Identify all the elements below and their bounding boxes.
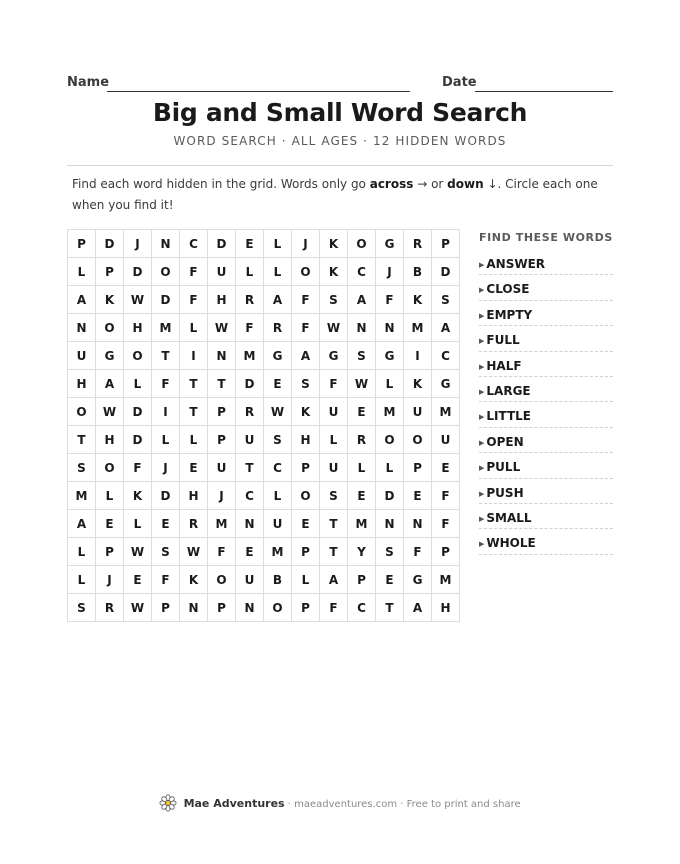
word-list-item	[479, 377, 613, 402]
grid-cell[interactable]: P	[208, 426, 236, 454]
grid-cell[interactable]: E	[348, 398, 376, 426]
grid-cell[interactable]: W	[320, 314, 348, 342]
grid-cell[interactable]: S	[320, 286, 348, 314]
word-label: ANSWER	[486, 257, 546, 271]
grid-cell[interactable]: L	[124, 370, 152, 398]
grid-cell[interactable]: M	[432, 398, 460, 426]
grid-cell[interactable]: F	[124, 454, 152, 482]
grid-cell[interactable]: P	[292, 454, 320, 482]
grid-cell[interactable]: H	[208, 286, 236, 314]
grid-cell[interactable]: J	[124, 230, 152, 258]
grid-cell[interactable]: F	[432, 482, 460, 510]
grid-cell[interactable]: L	[320, 426, 348, 454]
grid-cell[interactable]: A	[292, 342, 320, 370]
grid-cell[interactable]: E	[264, 370, 292, 398]
grid-cell[interactable]: D	[124, 258, 152, 286]
grid-cell[interactable]: E	[236, 538, 264, 566]
instructions-down: down	[447, 177, 484, 191]
word-label: CLOSE	[486, 282, 530, 297]
grid-cell[interactable]: T	[376, 594, 404, 622]
grid-cell[interactable]: K	[320, 258, 348, 286]
grid-cell[interactable]: D	[208, 230, 236, 258]
grid-row	[68, 482, 460, 510]
grid-cell[interactable]: J	[376, 258, 404, 286]
grid-cell[interactable]: I	[404, 342, 432, 370]
grid-cell[interactable]: K	[404, 370, 432, 398]
word-list-item	[479, 529, 613, 554]
grid-cell[interactable]: P	[292, 594, 320, 622]
triangle-right-icon: ▶	[479, 311, 485, 320]
grid-row	[68, 510, 460, 538]
date-field-line	[475, 91, 613, 92]
grid-cell[interactable]: L	[376, 370, 404, 398]
footer-brand: Mae Adventures	[183, 797, 285, 810]
grid-cell[interactable]: M	[208, 510, 236, 538]
grid-cell[interactable]: D	[236, 370, 264, 398]
triangle-right-icon: ▶	[479, 514, 485, 523]
word-list-heading: FIND THESE WORDS	[479, 231, 613, 244]
grid-cell[interactable]: E	[376, 566, 404, 594]
word-list	[479, 229, 613, 555]
grid-cell[interactable]: M	[152, 314, 180, 342]
grid-cell[interactable]: D	[432, 258, 460, 286]
flower-icon	[159, 794, 177, 812]
triangle-right-icon: ▶	[479, 438, 485, 447]
grid-cell[interactable]: A	[404, 594, 432, 622]
date-label: Date	[442, 75, 477, 90]
word-search-grid	[67, 229, 460, 622]
grid-cell[interactable]: R	[180, 510, 208, 538]
grid-cell[interactable]: L	[68, 538, 96, 566]
grid-cell[interactable]: U	[264, 510, 292, 538]
grid-cell[interactable]: H	[432, 594, 460, 622]
grid-cell[interactable]: E	[180, 454, 208, 482]
grid-cell[interactable]: A	[68, 510, 96, 538]
grid-cell[interactable]: N	[208, 342, 236, 370]
grid-row	[68, 538, 460, 566]
grid-cell[interactable]: G	[96, 342, 124, 370]
grid-cell[interactable]: U	[68, 342, 96, 370]
grid-cell[interactable]: U	[208, 454, 236, 482]
grid-cell[interactable]: S	[432, 286, 460, 314]
instructions-text-2: → or	[413, 177, 448, 191]
word-list-item	[479, 326, 613, 351]
word-list-item	[479, 504, 613, 529]
grid-cell[interactable]: O	[292, 482, 320, 510]
grid-cell[interactable]: B	[264, 566, 292, 594]
grid-cell[interactable]: A	[264, 286, 292, 314]
triangle-right-icon: ▶	[479, 413, 485, 422]
grid-cell[interactable]: M	[264, 538, 292, 566]
triangle-right-icon: ▶	[479, 362, 485, 371]
grid-cell[interactable]: M	[236, 342, 264, 370]
grid-cell[interactable]: C	[180, 230, 208, 258]
grid-row	[68, 342, 460, 370]
grid-cell[interactable]: T	[320, 538, 348, 566]
grid-cell[interactable]: C	[264, 454, 292, 482]
grid-cell[interactable]: L	[264, 258, 292, 286]
grid-cell[interactable]: F	[432, 510, 460, 538]
grid-cell[interactable]: J	[152, 454, 180, 482]
grid-cell[interactable]: N	[236, 594, 264, 622]
grid-cell[interactable]: T	[152, 342, 180, 370]
word-label: PULL	[486, 460, 521, 475]
grid-cell[interactable]: T	[180, 398, 208, 426]
grid-cell[interactable]: F	[404, 538, 432, 566]
grid-cell[interactable]: P	[348, 566, 376, 594]
grid-cell[interactable]: E	[348, 482, 376, 510]
triangle-right-icon: ▶	[479, 464, 485, 473]
grid-cell[interactable]: L	[376, 454, 404, 482]
word-list-item	[479, 250, 613, 275]
grid-cell[interactable]: D	[124, 426, 152, 454]
grid-cell[interactable]: E	[124, 566, 152, 594]
triangle-right-icon: ▶	[479, 261, 485, 269]
grid-cell[interactable]: A	[348, 286, 376, 314]
grid-row	[68, 258, 460, 286]
grid-cell[interactable]: F	[152, 370, 180, 398]
grid-cell[interactable]: P	[68, 230, 96, 258]
grid-cell[interactable]: U	[236, 426, 264, 454]
grid-cell[interactable]: L	[124, 510, 152, 538]
grid-cell[interactable]: K	[124, 482, 152, 510]
grid-cell[interactable]: W	[124, 538, 152, 566]
grid-cell[interactable]: N	[404, 510, 432, 538]
grid-cell[interactable]: L	[152, 426, 180, 454]
grid-cell[interactable]: A	[432, 314, 460, 342]
instructions-across: across	[369, 177, 414, 191]
grid-cell[interactable]: C	[432, 342, 460, 370]
grid-cell[interactable]: H	[96, 426, 124, 454]
grid-cell[interactable]: F	[152, 566, 180, 594]
triangle-right-icon: ▶	[479, 286, 485, 295]
grid-cell[interactable]: L	[68, 258, 96, 286]
word-label: WHOLE	[486, 536, 536, 551]
word-list-item	[479, 301, 613, 326]
grid-cell[interactable]: T	[236, 454, 264, 482]
grid-cell[interactable]: K	[320, 230, 348, 258]
grid-cell[interactable]: F	[180, 286, 208, 314]
word-label: SMALL	[486, 510, 532, 525]
grid-cell[interactable]: L	[292, 566, 320, 594]
grid-cell[interactable]: O	[68, 398, 96, 426]
grid-cell[interactable]: G	[376, 230, 404, 258]
grid-cell[interactable]: Y	[348, 538, 376, 566]
grid-cell[interactable]: K	[180, 566, 208, 594]
grid-cell[interactable]: T	[180, 370, 208, 398]
grid-cell[interactable]: S	[292, 370, 320, 398]
grid-cell[interactable]: S	[152, 538, 180, 566]
grid-cell[interactable]: J	[208, 482, 236, 510]
grid-cell[interactable]: R	[236, 286, 264, 314]
grid-cell[interactable]: N	[180, 594, 208, 622]
grid-cell[interactable]: S	[264, 426, 292, 454]
triangle-right-icon: ▶	[479, 337, 485, 346]
grid-cell[interactable]: P	[404, 454, 432, 482]
grid-cell[interactable]: C	[348, 594, 376, 622]
grid-cell[interactable]: N	[152, 230, 180, 258]
grid-cell[interactable]: B	[404, 258, 432, 286]
grid-cell[interactable]: I	[152, 398, 180, 426]
grid-cell[interactable]: R	[264, 314, 292, 342]
grid-cell[interactable]: E	[152, 510, 180, 538]
grid-cell[interactable]: N	[236, 510, 264, 538]
grid-cell[interactable]: D	[152, 482, 180, 510]
grid-cell[interactable]: P	[208, 398, 236, 426]
instructions-text-1: Find each word hidden in the grid. Words only go	[72, 177, 370, 191]
page-title: Big and Small Word Search	[152, 98, 528, 127]
grid-cell[interactable]: P	[208, 594, 236, 622]
grid-cell[interactable]: O	[96, 314, 124, 342]
grid-cell[interactable]: H	[180, 482, 208, 510]
instructions	[72, 174, 617, 216]
grid-cell[interactable]: R	[96, 594, 124, 622]
grid-cell[interactable]: O	[124, 342, 152, 370]
grid-cell[interactable]: N	[348, 314, 376, 342]
grid-cell[interactable]: M	[68, 482, 96, 510]
grid-cell[interactable]: O	[264, 594, 292, 622]
word-list-item	[479, 402, 613, 427]
name-date-row	[67, 72, 613, 94]
grid-row	[68, 370, 460, 398]
grid-cell[interactable]: L	[68, 566, 96, 594]
grid-cell[interactable]: W	[124, 286, 152, 314]
grid-row	[68, 454, 460, 482]
grid-row	[68, 286, 460, 314]
grid-cell[interactable]: F	[292, 286, 320, 314]
grid-cell[interactable]: S	[320, 482, 348, 510]
grid-cell[interactable]: U	[432, 426, 460, 454]
grid-cell[interactable]: K	[404, 286, 432, 314]
grid-cell[interactable]: R	[348, 426, 376, 454]
grid-cell[interactable]: P	[96, 538, 124, 566]
grid-cell[interactable]: J	[292, 230, 320, 258]
word-label: FULL	[486, 333, 520, 348]
grid-cell[interactable]: G	[432, 370, 460, 398]
grid-cell[interactable]: G	[404, 566, 432, 594]
word-label: LITTLE	[486, 409, 531, 424]
instructions-text-3: ↓. Circle each one when you find it!	[72, 177, 598, 212]
grid-cell[interactable]: E	[96, 510, 124, 538]
header-divider	[67, 165, 613, 166]
grid-cell[interactable]: O	[152, 258, 180, 286]
word-label: HALF	[486, 358, 522, 373]
grid-cell[interactable]: W	[96, 398, 124, 426]
grid-cell[interactable]: F	[180, 258, 208, 286]
name-label: Name	[67, 75, 110, 90]
grid-cell[interactable]: N	[68, 314, 96, 342]
grid-cell[interactable]: U	[320, 454, 348, 482]
grid-cell[interactable]: N	[376, 314, 404, 342]
grid-row	[68, 314, 460, 342]
grid-cell[interactable]: M	[376, 398, 404, 426]
grid-cell[interactable]: F	[376, 286, 404, 314]
grid-cell[interactable]: W	[264, 398, 292, 426]
grid-cell[interactable]: P	[292, 538, 320, 566]
word-list-item	[479, 428, 613, 453]
word-list-item	[479, 275, 613, 300]
grid-cell[interactable]: G	[376, 342, 404, 370]
triangle-right-icon: ▶	[479, 387, 485, 396]
grid-cell[interactable]: O	[208, 566, 236, 594]
grid-row	[68, 594, 460, 622]
grid-cell[interactable]: D	[376, 482, 404, 510]
triangle-right-icon: ▶	[479, 540, 485, 549]
grid-cell[interactable]: M	[432, 566, 460, 594]
page-subtitle: WORD SEARCH · ALL AGES · 12 HIDDEN WORDS	[173, 134, 507, 148]
grid-cell[interactable]: S	[348, 342, 376, 370]
grid-cell[interactable]: C	[236, 482, 264, 510]
grid-cell[interactable]: T	[320, 510, 348, 538]
grid-cell[interactable]: U	[236, 566, 264, 594]
grid-cell[interactable]: F	[208, 538, 236, 566]
grid-cell[interactable]: L	[264, 482, 292, 510]
name-field-line	[107, 91, 410, 92]
grid-cell[interactable]: O	[404, 426, 432, 454]
grid-cell[interactable]: E	[432, 454, 460, 482]
grid-cell[interactable]: R	[236, 398, 264, 426]
grid-cell[interactable]: A	[68, 286, 96, 314]
grid-cell[interactable]: U	[320, 398, 348, 426]
grid-cell[interactable]: L	[180, 426, 208, 454]
grid-cell[interactable]: W	[348, 370, 376, 398]
word-label: LARGE	[486, 383, 531, 398]
grid-cell[interactable]: O	[96, 454, 124, 482]
grid-cell[interactable]: H	[292, 426, 320, 454]
grid-cell[interactable]: L	[96, 482, 124, 510]
grid-cell[interactable]: A	[320, 566, 348, 594]
grid-cell[interactable]: G	[320, 342, 348, 370]
grid-cell[interactable]: G	[264, 342, 292, 370]
word-label: PUSH	[486, 485, 524, 500]
word-list-item	[479, 453, 613, 478]
grid-cell[interactable]: O	[348, 230, 376, 258]
grid-cell[interactable]: N	[376, 510, 404, 538]
grid-cell[interactable]: P	[432, 538, 460, 566]
grid-cell[interactable]: I	[180, 342, 208, 370]
grid-cell[interactable]: K	[96, 286, 124, 314]
grid-cell[interactable]: F	[320, 594, 348, 622]
grid-cell[interactable]: S	[68, 594, 96, 622]
grid-row	[68, 566, 460, 594]
grid-cell[interactable]: M	[404, 314, 432, 342]
grid-cell[interactable]: D	[96, 230, 124, 258]
grid-cell[interactable]: O	[376, 426, 404, 454]
grid-cell[interactable]: P	[96, 258, 124, 286]
grid-cell[interactable]: W	[124, 594, 152, 622]
grid-cell[interactable]: T	[208, 370, 236, 398]
grid-cell[interactable]: S	[376, 538, 404, 566]
grid-cell[interactable]: T	[68, 426, 96, 454]
grid-cell[interactable]: A	[96, 370, 124, 398]
grid-cell[interactable]: F	[292, 314, 320, 342]
grid-cell[interactable]: S	[68, 454, 96, 482]
grid-cell[interactable]: J	[96, 566, 124, 594]
grid-cell[interactable]: W	[208, 314, 236, 342]
grid-cell[interactable]: E	[292, 510, 320, 538]
word-label: EMPTY	[486, 307, 533, 322]
word-list-item	[479, 479, 613, 504]
grid-cell[interactable]: H	[124, 314, 152, 342]
grid-cell[interactable]: H	[68, 370, 96, 398]
grid-cell[interactable]: D	[124, 398, 152, 426]
grid-row	[68, 230, 460, 258]
grid-cell[interactable]: M	[348, 510, 376, 538]
grid-cell[interactable]: R	[404, 230, 432, 258]
footer	[0, 794, 680, 812]
grid-row	[68, 426, 460, 454]
grid-cell[interactable]: K	[292, 398, 320, 426]
grid-cell[interactable]: U	[208, 258, 236, 286]
grid-cell[interactable]: P	[152, 594, 180, 622]
grid-cell[interactable]: P	[432, 230, 460, 258]
grid-cell[interactable]: F	[236, 314, 264, 342]
grid-cell[interactable]: U	[404, 398, 432, 426]
grid-row	[68, 398, 460, 426]
footer-text: · maeadventures.com · Free to print and share	[284, 799, 521, 810]
grid-cell[interactable]: D	[152, 286, 180, 314]
triangle-right-icon: ▶	[479, 489, 485, 498]
grid-cell[interactable]: O	[292, 258, 320, 286]
grid-cell[interactable]: W	[180, 538, 208, 566]
grid-cell[interactable]: E	[404, 482, 432, 510]
grid-cell[interactable]: E	[236, 230, 264, 258]
grid-cell[interactable]: L	[236, 258, 264, 286]
word-list-item	[479, 352, 613, 377]
grid-cell[interactable]: L	[180, 314, 208, 342]
grid-cell[interactable]: L	[264, 230, 292, 258]
grid-cell[interactable]: F	[320, 370, 348, 398]
grid-cell[interactable]: L	[348, 454, 376, 482]
word-label: OPEN	[486, 434, 524, 449]
grid-cell[interactable]: C	[348, 258, 376, 286]
